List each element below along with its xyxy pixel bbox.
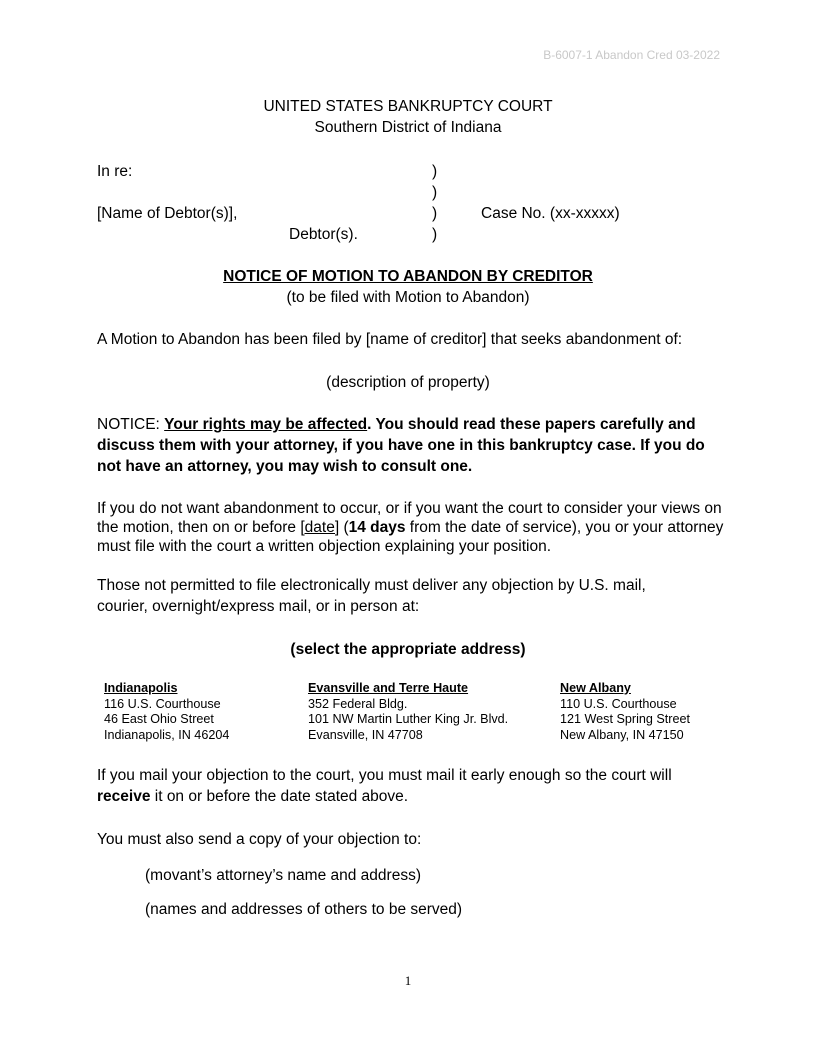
motion-statement: A Motion to Abandon has been filed by [name of creditor] that seeks abandonment of: <box>97 331 683 348</box>
notice-subtitle: (to be filed with Motion to Abandon) <box>286 289 530 306</box>
address-line: 46 East Ohio Street <box>104 712 214 726</box>
caption-paren: ) <box>432 163 438 180</box>
caption-paren: ) <box>432 205 438 222</box>
caption-paren: ) <box>432 184 438 201</box>
court-district: Southern District of Indiana <box>314 119 502 136</box>
address-line: Evansville, IN 47708 <box>308 727 423 742</box>
notice-paragraph <box>97 414 727 477</box>
delivery-paragraph: Those not permitted to file electronically must deliver any objection by U.S. mail, courier, overnight/express mail, or in person at: <box>97 577 646 615</box>
notice-advice: . You should read these papers carefully and discuss them with your attorney, if you have one in this bankruptcy case. If you do not have an attorney, you may wish to consult one. <box>97 416 705 475</box>
objection-text-1: If you do not want abandonment to occur, or if you want the court to consider your views on the motion, then on or before <box>97 500 722 536</box>
page-number: 1 <box>404 973 412 988</box>
notice-title: NOTICE OF MOTION TO ABANDON BY CREDITOR <box>223 268 593 285</box>
address-line: 352 Federal Bldg. <box>308 696 408 711</box>
objection-text-3: from the date of service), you or your attorney must file with the court a written objection explaining your position. <box>97 519 724 555</box>
mail-text-1: If you mail your objection to the court, you must mail it early enough so the court will <box>97 767 672 784</box>
case-number: Case No. (xx-xxxxx) <box>481 205 620 222</box>
court-name: UNITED STATES BANKRUPTCY COURT <box>263 98 553 115</box>
address-city: Evansville and Terre Haute <box>308 681 469 695</box>
objection-paragraph <box>97 499 727 556</box>
in-re-label: In re: <box>97 163 133 180</box>
form-id: B-6007-1 Abandon Cred 03-2022 <box>543 48 720 62</box>
address-city: Indianapolis <box>104 681 178 695</box>
select-address-heading: (select the appropriate address) <box>290 641 526 658</box>
mail-text-2: it on or before the date stated above. <box>150 788 409 805</box>
copy-instruction: You must also send a copy of your objection to: <box>97 831 422 848</box>
address-block-evansville <box>308 681 508 743</box>
notice-prefix: NOTICE: <box>97 416 165 433</box>
address-line: 121 West Spring Street <box>560 712 690 726</box>
caption-paren: ) <box>432 226 438 243</box>
address-line: Indianapolis, IN 46204 <box>104 727 230 742</box>
debtor-label: Debtor(s). <box>289 226 358 243</box>
address-line: New Albany, IN 47150 <box>560 727 684 742</box>
address-line: 116 U.S. Courthouse <box>104 696 221 711</box>
address-city: New Albany <box>560 681 631 695</box>
objection-date: [date] <box>300 519 340 536</box>
property-description: (description of property) <box>326 374 490 391</box>
address-block-new-albany <box>560 681 690 743</box>
movant-attorney: (movant’s attorney’s name and address) <box>145 867 421 884</box>
mail-paragraph <box>97 765 717 807</box>
objection-days: 14 days <box>348 519 406 536</box>
objection-text-2: ( <box>339 519 349 536</box>
others-served: (names and addresses of others to be served) <box>145 901 463 918</box>
address-block-indianapolis <box>104 681 229 743</box>
debtor-name: [Name of Debtor(s)], <box>97 205 238 222</box>
mail-receive: receive <box>97 788 151 805</box>
notice-rights: Your rights may be affected <box>164 416 368 433</box>
address-line: 101 NW Martin Luther King Jr. Blvd. <box>308 712 509 726</box>
address-line: 110 U.S. Courthouse <box>560 696 677 711</box>
